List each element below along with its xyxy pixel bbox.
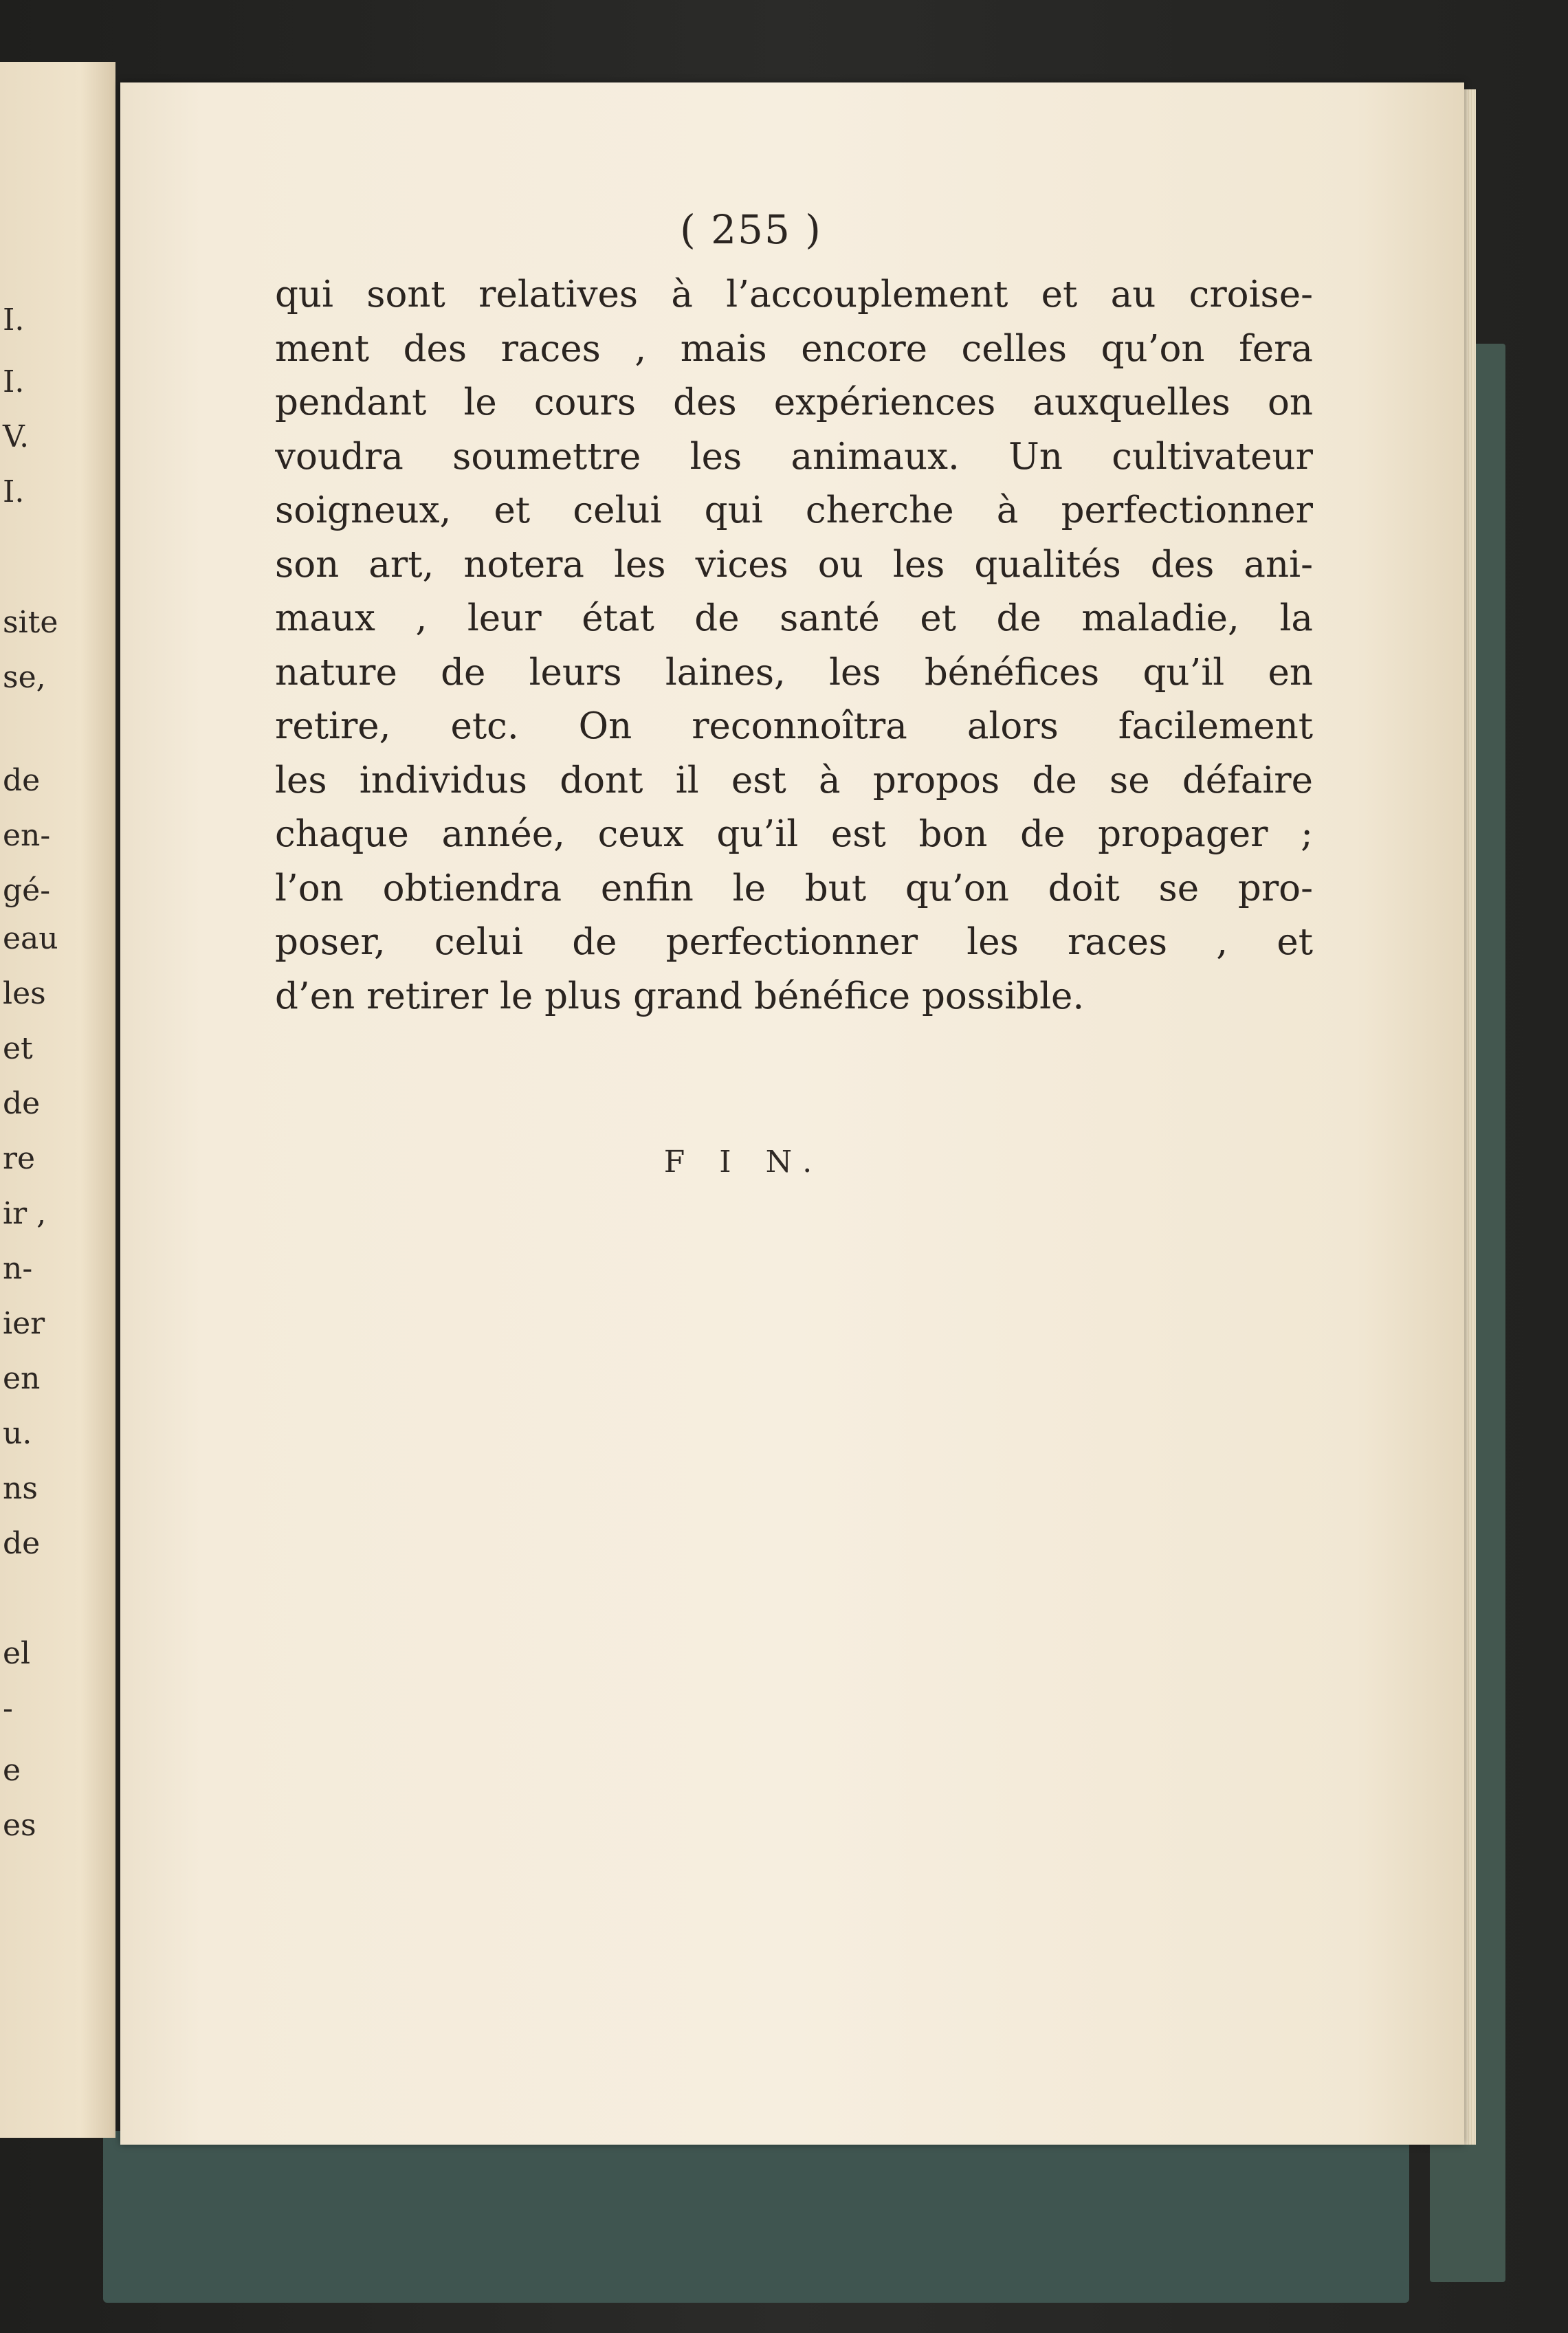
left-fragment: n-: [3, 1251, 33, 1286]
left-fragment: et: [3, 1031, 33, 1066]
text-line: voudra soumettre les animaux. Un cultivateur: [275, 435, 1313, 478]
left-fragment: site: [3, 605, 58, 640]
left-fragment: ns: [3, 1471, 38, 1506]
text-line: soigneux, et celui qui cherche à perfectionner: [275, 489, 1313, 531]
left-fragment: en: [3, 1361, 41, 1396]
left-fragment: gé-: [3, 873, 51, 908]
page-255: [120, 82, 1464, 2145]
left-fragment: ir ,: [3, 1196, 47, 1231]
left-fragment: de: [3, 1086, 41, 1121]
text-line: ment des races , mais encore celles qu’on fera: [275, 327, 1313, 370]
left-fragment: u.: [3, 1416, 32, 1451]
text-line: d’en retirer le plus grand bénéfice possible.: [275, 975, 1085, 1017]
left-fragment: les: [3, 976, 46, 1011]
text-line: qui sont relatives à l’accouplement et au croise-: [275, 274, 1313, 316]
text-line: son art, notera les vices ou les qualités des ani-: [275, 543, 1313, 586]
left-fragment: re: [3, 1141, 36, 1176]
left-fragment: I.: [3, 364, 25, 399]
left-fragment: -: [3, 1691, 13, 1726]
text-line: l’on obtiendra enfin le but qu’on doit se pro-: [275, 867, 1313, 909]
left-fragment: e: [3, 1753, 21, 1788]
cover-board-bottom: [103, 2131, 1409, 2303]
left-fragment: V.: [3, 419, 30, 454]
facing-page-left: [0, 62, 115, 2138]
text-line: chaque année, ceux qu’il est bon de propager ;: [275, 813, 1313, 855]
text-line: retire, etc. On reconnoîtra alors facilement: [275, 705, 1313, 747]
text-line: pendant le cours des expériences auxquelles on: [275, 382, 1313, 423]
text-line: poser, celui de perfectionner les races , et: [275, 921, 1313, 963]
left-fragment: en-: [3, 818, 51, 853]
text-line: maux , leur état de santé et de maladie, la: [275, 597, 1313, 639]
left-fragment: es: [3, 1808, 36, 1843]
left-fragment: el: [3, 1636, 31, 1671]
left-fragment: de: [3, 1526, 41, 1561]
left-fragment: I.: [3, 302, 25, 338]
text-line: nature de leurs laines, les bénéfices qu’il en: [275, 651, 1313, 694]
left-fragment: eau: [3, 921, 58, 956]
left-fragment: de: [3, 763, 41, 798]
left-fragment: ier: [3, 1306, 45, 1341]
body-text: [275, 268, 1313, 1024]
page-number: ( 255 ): [680, 206, 822, 253]
text-line: les individus dont il est à propos de se défaire: [275, 759, 1313, 801]
left-fragment: I.: [3, 474, 25, 509]
left-fragment: se,: [3, 660, 46, 695]
fin-mark: F I N.: [663, 1145, 825, 1180]
